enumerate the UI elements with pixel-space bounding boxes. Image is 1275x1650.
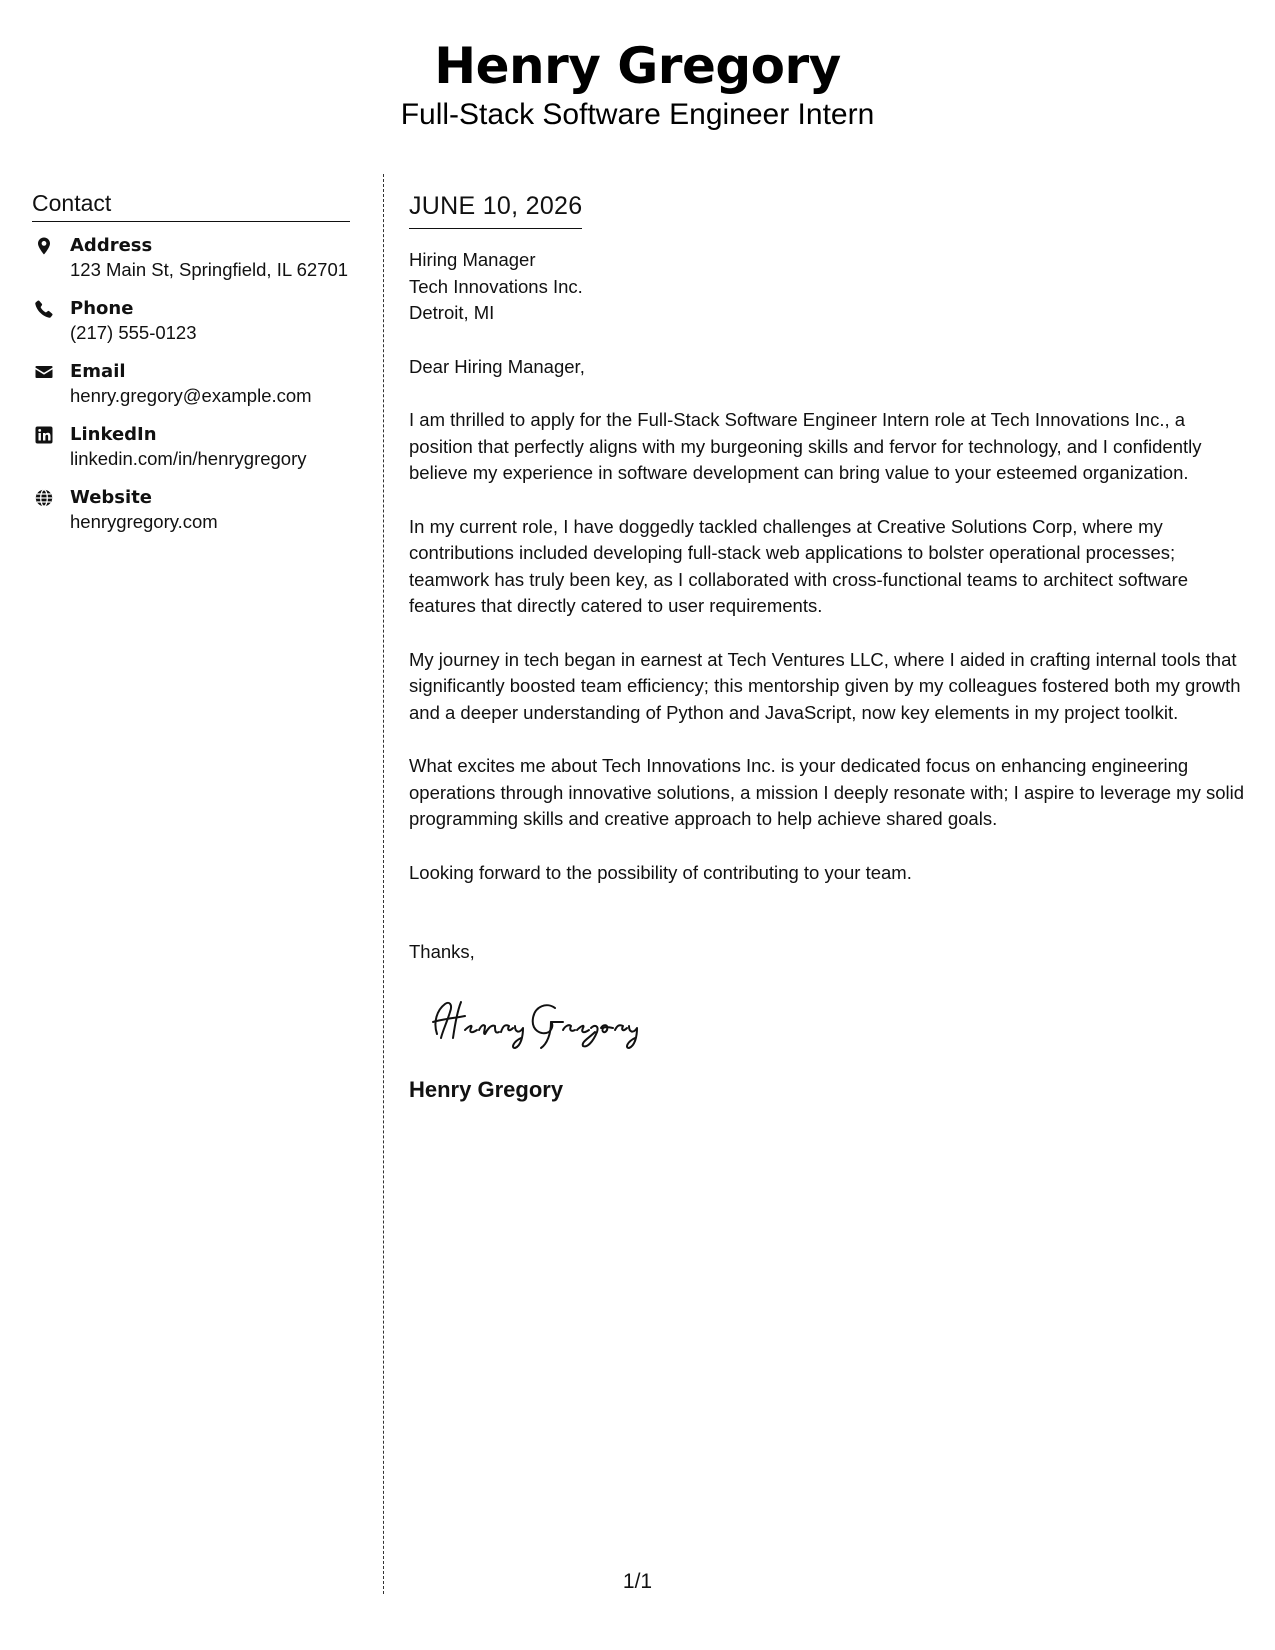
- map-pin-icon: [34, 236, 54, 256]
- contact-label: Email: [70, 361, 126, 382]
- signed-name: Henry Gregory: [409, 1076, 564, 1102]
- handwritten-signature: [423, 992, 1249, 1058]
- website-value: henrygregory.com: [70, 511, 218, 532]
- column-divider: [383, 174, 384, 1594]
- paragraph: What excites me about Tech Innovations Inc. is your dedicated focus on enhancing engineering operations through innovative solutions, a mission I deeply resonate with; I aspire to leverage my solid programming skills and creative approach to help achieve shared goals.: [409, 755, 1245, 829]
- paragraph: In my current role, I have doggedly tackled challenges at Creative Solutions Corp, where my contributions included developing full-stack web applications to bolster operational processes; teamwork has truly been key, as I collaborated with cross-functional teams to architect software features that directly catered to user requirements.: [409, 515, 1189, 616]
- contact-label: LinkedIn: [70, 424, 157, 445]
- letter-body: [409, 190, 1249, 1104]
- contact-item-linkedin: [32, 423, 350, 486]
- contact-heading: Contact: [32, 188, 350, 222]
- recipient-block: [409, 247, 1249, 327]
- phone-value: (217) 555-0123: [70, 322, 197, 343]
- recipient-line: Detroit, MI: [409, 302, 495, 323]
- letter-date: JUNE 10, 2026: [409, 190, 582, 229]
- applicant-title: Full-Stack Software Engineer Intern: [400, 98, 875, 131]
- paragraph: My journey in tech began in earnest at Tech Ventures LLC, where I aided in crafting internal tools that significantly boosted team efficiency; this mentorship given by my colleagues fostered both my growth and a deeper understanding of Python and JavaScript, now key elements in my project toolkit.: [409, 648, 1241, 723]
- globe-icon: [34, 488, 54, 508]
- page-number: 1/1: [622, 1570, 653, 1593]
- applicant-name: Henry Gregory: [434, 37, 841, 95]
- email-value: henry.gregory@example.com: [70, 385, 312, 406]
- phone-icon: [34, 299, 54, 319]
- contact-label: Phone: [70, 298, 134, 319]
- paragraph: Looking forward to the possibility of contributing to your team.: [409, 861, 912, 883]
- contact-label: Website: [70, 487, 153, 508]
- envelope-icon: [34, 362, 54, 382]
- contact-sidebar: [32, 188, 350, 549]
- contact-item-phone: [32, 297, 350, 360]
- paragraph: I am thrilled to apply for the Full-Stack Software Engineer Intern role at Tech Innovations Inc., a position that perfectly aligns with my burgeoning skills and fervor for technology, and I confidently believe my experience in software development can bring value to your esteemed organization.: [409, 409, 1202, 483]
- linkedin-value: linkedin.com/in/henrygregory: [70, 448, 307, 469]
- contact-item-website: [32, 486, 350, 549]
- letter-header: [0, 34, 1275, 134]
- contact-item-address: [32, 234, 350, 297]
- closing: Thanks,: [409, 941, 475, 962]
- contact-item-email: [32, 360, 350, 423]
- address-value: 123 Main St, Springfield, IL 62701: [70, 259, 349, 280]
- salutation: Dear Hiring Manager,: [409, 355, 585, 377]
- recipient-line: Tech Innovations Inc.: [409, 275, 583, 297]
- recipient-line: Hiring Manager: [409, 249, 536, 270]
- linkedin-icon: [34, 425, 54, 445]
- contact-label: Address: [70, 235, 153, 256]
